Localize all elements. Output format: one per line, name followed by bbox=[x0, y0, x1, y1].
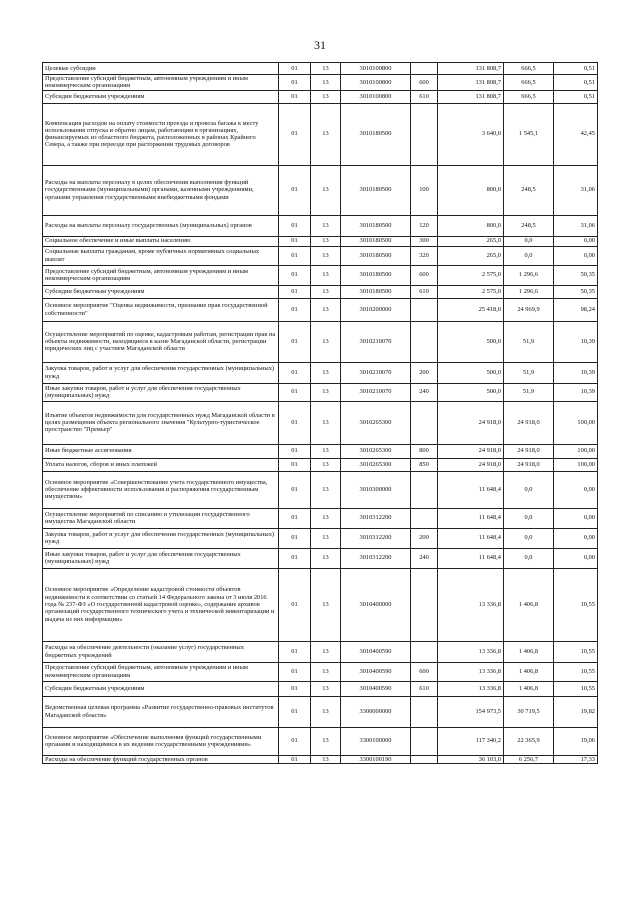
cell-expense-type bbox=[411, 298, 438, 321]
cell-target-article: 3010400590 bbox=[341, 662, 411, 681]
cell-plan: 265,0 bbox=[438, 246, 504, 265]
cell-subsection: 13 bbox=[311, 508, 341, 528]
cell-expense-type bbox=[411, 508, 438, 528]
cell-expense-type: 610 bbox=[411, 285, 438, 298]
table-row bbox=[43, 321, 598, 362]
cell-subsection: 13 bbox=[311, 265, 341, 285]
cell-section: 01 bbox=[279, 165, 311, 215]
cell-subsection: 13 bbox=[311, 696, 341, 727]
cell-target-article: 3010300000 bbox=[341, 471, 411, 508]
cell-target-article: 3010100800 bbox=[341, 63, 411, 75]
cell-expense-type: 600 bbox=[411, 662, 438, 681]
cell-subsection: 13 bbox=[311, 321, 341, 362]
cell-subsection: 13 bbox=[311, 75, 341, 91]
cell-name: Основное мероприятие "Оценка недвижимости, признание прав государственной собственности" bbox=[43, 298, 279, 321]
table-row bbox=[43, 265, 598, 285]
table-row bbox=[43, 458, 598, 471]
cell-name: Осуществление мероприятий по оценке, кадастровым работам, регистрации прав на объекты недвижимости, находящиеся в казне Магаданской области, регистрации юридических лиц с участием Магаданской области bbox=[43, 321, 279, 362]
cell-percent: 98,24 bbox=[554, 298, 598, 321]
cell-expense-type bbox=[411, 641, 438, 662]
cell-target-article: 3010180500 bbox=[341, 103, 411, 165]
cell-plan: 265,0 bbox=[438, 236, 504, 246]
table-row bbox=[43, 90, 598, 103]
cell-target-article: 3010210070 bbox=[341, 383, 411, 401]
cell-expense-type: 200 bbox=[411, 528, 438, 548]
cell-expense-type: 240 bbox=[411, 383, 438, 401]
cell-section: 01 bbox=[279, 641, 311, 662]
cell-name: Предоставление субсидий бюджетным, автономным учреждениям и иным некоммерческим организациям bbox=[43, 662, 279, 681]
cell-fact: 666,5 bbox=[504, 63, 554, 75]
cell-subsection: 13 bbox=[311, 63, 341, 75]
cell-expense-type: 300 bbox=[411, 236, 438, 246]
cell-fact: 24 918,0 bbox=[504, 458, 554, 471]
cell-expense-type: 800 bbox=[411, 444, 438, 458]
cell-expense-type bbox=[411, 103, 438, 165]
cell-target-article: 3300100000 bbox=[341, 727, 411, 755]
cell-plan: 25 418,0 bbox=[438, 298, 504, 321]
cell-subsection: 13 bbox=[311, 755, 341, 763]
cell-subsection: 13 bbox=[311, 548, 341, 568]
cell-subsection: 13 bbox=[311, 298, 341, 321]
cell-section: 01 bbox=[279, 508, 311, 528]
cell-section: 01 bbox=[279, 696, 311, 727]
cell-section: 01 bbox=[279, 681, 311, 696]
cell-target-article: 3010265300 bbox=[341, 401, 411, 444]
cell-fact: 30 719,5 bbox=[504, 696, 554, 727]
cell-subsection: 13 bbox=[311, 90, 341, 103]
cell-name: Осуществление мероприятий по списанию и утилизации государственного имущества Магаданской области bbox=[43, 508, 279, 528]
cell-name: Изъятие объектов недвижимости для государственных нужд Магаданской области в целях размещения объекта регионального значения "Культурно-туристическое пространство "Премьер" bbox=[43, 401, 279, 444]
cell-percent: 10,39 bbox=[554, 362, 598, 383]
cell-expense-type bbox=[411, 471, 438, 508]
cell-fact: 0,0 bbox=[504, 236, 554, 246]
cell-section: 01 bbox=[279, 246, 311, 265]
cell-expense-type: 850 bbox=[411, 458, 438, 471]
table-row bbox=[43, 727, 598, 755]
cell-target-article: 3010265300 bbox=[341, 444, 411, 458]
cell-plan: 131 808,7 bbox=[438, 75, 504, 91]
cell-subsection: 13 bbox=[311, 103, 341, 165]
cell-name: Иные закупки товаров, работ и услуг для обеспечения государственных (муниципальных) нужд bbox=[43, 383, 279, 401]
cell-plan: 13 336,8 bbox=[438, 662, 504, 681]
cell-name: Предоставление субсидий бюджетным, автономным учреждениям и иным некоммерческим организациям bbox=[43, 75, 279, 91]
cell-subsection: 13 bbox=[311, 285, 341, 298]
table-row bbox=[43, 246, 598, 265]
cell-plan: 117 340,2 bbox=[438, 727, 504, 755]
cell-name: Расходы на обеспечение деятельности (оказание услуг) государственных бюджетных учреждений bbox=[43, 641, 279, 662]
cell-plan: 11 648,4 bbox=[438, 471, 504, 508]
cell-subsection: 13 bbox=[311, 662, 341, 681]
cell-plan: 13 336,8 bbox=[438, 568, 504, 641]
cell-percent: 42,45 bbox=[554, 103, 598, 165]
cell-fact: 1 296,6 bbox=[504, 265, 554, 285]
cell-target-article: 3300100190 bbox=[341, 755, 411, 763]
table-row bbox=[43, 165, 598, 215]
table-row bbox=[43, 755, 598, 763]
cell-target-article: 3010100800 bbox=[341, 75, 411, 91]
cell-percent: 0,00 bbox=[554, 528, 598, 548]
cell-section: 01 bbox=[279, 63, 311, 75]
cell-name: Социальные выплаты гражданам, кроме публичных нормативных социальных выплат bbox=[43, 246, 279, 265]
cell-section: 01 bbox=[279, 548, 311, 568]
cell-section: 01 bbox=[279, 103, 311, 165]
cell-target-article: 3010400590 bbox=[341, 641, 411, 662]
table-row bbox=[43, 568, 598, 641]
table-row bbox=[43, 63, 598, 75]
cell-expense-type: 120 bbox=[411, 215, 438, 236]
cell-expense-type: 610 bbox=[411, 681, 438, 696]
cell-subsection: 13 bbox=[311, 236, 341, 246]
cell-plan: 24 918,0 bbox=[438, 401, 504, 444]
cell-target-article: 3010312200 bbox=[341, 508, 411, 528]
cell-plan: 13 336,8 bbox=[438, 641, 504, 662]
cell-plan: 24 918,0 bbox=[438, 458, 504, 471]
cell-fact: 1 545,1 bbox=[504, 103, 554, 165]
cell-subsection: 13 bbox=[311, 471, 341, 508]
cell-expense-type bbox=[411, 755, 438, 763]
cell-plan: 24 918,0 bbox=[438, 444, 504, 458]
cell-section: 01 bbox=[279, 755, 311, 763]
cell-section: 01 bbox=[279, 401, 311, 444]
cell-name: Основное мероприятие «Совершенствование учета государственного имущества, обеспечение эффективности использования и распоряжения государственным имуществом» bbox=[43, 471, 279, 508]
cell-plan: 11 648,4 bbox=[438, 508, 504, 528]
table-row bbox=[43, 444, 598, 458]
cell-fact: 51,9 bbox=[504, 362, 554, 383]
cell-subsection: 13 bbox=[311, 681, 341, 696]
table-row bbox=[43, 298, 598, 321]
cell-fact: 22 365,9 bbox=[504, 727, 554, 755]
cell-expense-type: 600 bbox=[411, 75, 438, 91]
cell-name: Расходы на выплаты персоналу в целях обеспечения выполнения функций государственными (муниципальными) органами, казенными учреждениями, органами управления государственными внебюджетными фондами bbox=[43, 165, 279, 215]
cell-plan: 2 575,0 bbox=[438, 265, 504, 285]
cell-target-article: 3010400000 bbox=[341, 568, 411, 641]
cell-plan: 154 973,5 bbox=[438, 696, 504, 727]
cell-subsection: 13 bbox=[311, 383, 341, 401]
cell-name: Основное мероприятие «Обеспечение выполнения функций государственными органами и находящимися в их ведении государственными учреждениями» bbox=[43, 727, 279, 755]
cell-percent: 31,06 bbox=[554, 215, 598, 236]
cell-target-article: 3010100800 bbox=[341, 90, 411, 103]
cell-name: Ведомственная целевая программа «Развитие государственно-правовых институтов Магаданской области» bbox=[43, 696, 279, 727]
cell-target-article: 3010200000 bbox=[341, 298, 411, 321]
cell-section: 01 bbox=[279, 727, 311, 755]
page-number: 31 bbox=[314, 38, 326, 52]
cell-subsection: 13 bbox=[311, 444, 341, 458]
cell-percent: 19,82 bbox=[554, 696, 598, 727]
cell-fact: 0,0 bbox=[504, 528, 554, 548]
cell-subsection: 13 bbox=[311, 568, 341, 641]
cell-fact: 1 406,8 bbox=[504, 641, 554, 662]
cell-fact: 24 918,0 bbox=[504, 444, 554, 458]
table-row bbox=[43, 103, 598, 165]
cell-name: Целевые субсидии bbox=[43, 63, 279, 75]
cell-subsection: 13 bbox=[311, 401, 341, 444]
cell-target-article: 3010180500 bbox=[341, 265, 411, 285]
table-row bbox=[43, 471, 598, 508]
table-row bbox=[43, 75, 598, 91]
cell-expense-type bbox=[411, 321, 438, 362]
cell-plan: 3 640,0 bbox=[438, 103, 504, 165]
cell-section: 01 bbox=[279, 285, 311, 298]
table-row bbox=[43, 548, 598, 568]
cell-fact: 51,9 bbox=[504, 321, 554, 362]
cell-fact: 1 406,8 bbox=[504, 568, 554, 641]
cell-expense-type: 240 bbox=[411, 548, 438, 568]
cell-percent: 10,39 bbox=[554, 383, 598, 401]
cell-percent: 17,33 bbox=[554, 755, 598, 763]
cell-plan: 500,0 bbox=[438, 321, 504, 362]
cell-expense-type bbox=[411, 568, 438, 641]
cell-percent: 10,55 bbox=[554, 641, 598, 662]
table-row bbox=[43, 236, 598, 246]
cell-subsection: 13 bbox=[311, 215, 341, 236]
cell-target-article: 3010180500 bbox=[341, 246, 411, 265]
cell-plan: 2 575,0 bbox=[438, 285, 504, 298]
cell-plan: 131 808,7 bbox=[438, 63, 504, 75]
cell-section: 01 bbox=[279, 362, 311, 383]
cell-name: Закупка товаров, работ и услуг для обеспечения государственных (муниципальных) нужд bbox=[43, 362, 279, 383]
cell-section: 01 bbox=[279, 458, 311, 471]
cell-subsection: 13 bbox=[311, 165, 341, 215]
cell-plan: 11 648,4 bbox=[438, 528, 504, 548]
cell-expense-type: 320 bbox=[411, 246, 438, 265]
table-row bbox=[43, 508, 598, 528]
cell-expense-type: 600 bbox=[411, 265, 438, 285]
cell-expense-type bbox=[411, 696, 438, 727]
cell-target-article: 3010180500 bbox=[341, 215, 411, 236]
cell-subsection: 13 bbox=[311, 246, 341, 265]
cell-section: 01 bbox=[279, 383, 311, 401]
cell-expense-type bbox=[411, 401, 438, 444]
cell-percent: 0,00 bbox=[554, 548, 598, 568]
cell-percent: 10,39 bbox=[554, 321, 598, 362]
cell-percent: 0,51 bbox=[554, 63, 598, 75]
cell-percent: 50,35 bbox=[554, 285, 598, 298]
cell-fact: 666,5 bbox=[504, 75, 554, 91]
cell-name: Иные закупки товаров, работ и услуг для обеспечения государственных (муниципальных) нужд bbox=[43, 548, 279, 568]
cell-name: Компенсация расходов на оплату стоимости проезда и провоза багажа к месту использования отпуска и обратно лицам, работающим в организациях, финансируемых из областного бюджета, расположенных в районах Крайнего Севера, а также при переезде при расторжении трудовых договоров bbox=[43, 103, 279, 165]
cell-fact: 666,5 bbox=[504, 90, 554, 103]
table-row bbox=[43, 641, 598, 662]
cell-percent: 100,00 bbox=[554, 444, 598, 458]
cell-percent: 19,06 bbox=[554, 727, 598, 755]
cell-name: Иные бюджетные ассигнования bbox=[43, 444, 279, 458]
cell-expense-type: 610 bbox=[411, 90, 438, 103]
cell-fact: 24 969,9 bbox=[504, 298, 554, 321]
cell-fact: 0,0 bbox=[504, 246, 554, 265]
cell-fact: 24 918,0 bbox=[504, 401, 554, 444]
cell-target-article: 3010210070 bbox=[341, 321, 411, 362]
cell-percent: 100,00 bbox=[554, 401, 598, 444]
cell-name: Предоставление субсидий бюджетным, автономным учреждениям и иным некоммерческим организациям bbox=[43, 265, 279, 285]
cell-plan: 800,0 bbox=[438, 165, 504, 215]
cell-target-article: 3010180500 bbox=[341, 285, 411, 298]
cell-percent: 0,00 bbox=[554, 508, 598, 528]
table-row bbox=[43, 401, 598, 444]
cell-fact: 51,9 bbox=[504, 383, 554, 401]
cell-section: 01 bbox=[279, 321, 311, 362]
cell-plan: 13 336,8 bbox=[438, 681, 504, 696]
cell-target-article: 3010180500 bbox=[341, 165, 411, 215]
cell-target-article: 3010400590 bbox=[341, 681, 411, 696]
cell-name: Субсидии бюджетным учреждениям bbox=[43, 681, 279, 696]
cell-subsection: 13 bbox=[311, 528, 341, 548]
cell-plan: 500,0 bbox=[438, 362, 504, 383]
cell-expense-type: 100 bbox=[411, 165, 438, 215]
cell-target-article: 3010180500 bbox=[341, 236, 411, 246]
cell-section: 01 bbox=[279, 75, 311, 91]
table-row bbox=[43, 215, 598, 236]
cell-section: 01 bbox=[279, 236, 311, 246]
cell-target-article: 3010210070 bbox=[341, 362, 411, 383]
cell-expense-type: 200 bbox=[411, 362, 438, 383]
cell-percent: 50,35 bbox=[554, 265, 598, 285]
cell-name: Уплата налогов, сборов и иных платежей bbox=[43, 458, 279, 471]
table-row bbox=[43, 528, 598, 548]
cell-plan: 36 103,0 bbox=[438, 755, 504, 763]
cell-plan: 800,0 bbox=[438, 215, 504, 236]
cell-fact: 0,0 bbox=[504, 508, 554, 528]
cell-percent: 0,00 bbox=[554, 246, 598, 265]
cell-expense-type bbox=[411, 727, 438, 755]
cell-name: Расходы на выплаты персоналу государственных (муниципальных) органов bbox=[43, 215, 279, 236]
table-row bbox=[43, 362, 598, 383]
cell-name: Субсидии бюджетным учреждениям bbox=[43, 285, 279, 298]
cell-section: 01 bbox=[279, 662, 311, 681]
cell-target-article: 3010312200 bbox=[341, 548, 411, 568]
cell-section: 01 bbox=[279, 568, 311, 641]
cell-target-article: 3010312200 bbox=[341, 528, 411, 548]
table-row bbox=[43, 383, 598, 401]
cell-plan: 11 648,4 bbox=[438, 548, 504, 568]
cell-fact: 1 406,8 bbox=[504, 681, 554, 696]
budget-table bbox=[42, 62, 598, 764]
table-row bbox=[43, 696, 598, 727]
cell-section: 01 bbox=[279, 298, 311, 321]
cell-percent: 31,06 bbox=[554, 165, 598, 215]
cell-subsection: 13 bbox=[311, 641, 341, 662]
cell-target-article: 3300000000 bbox=[341, 696, 411, 727]
cell-section: 01 bbox=[279, 471, 311, 508]
cell-percent: 0,51 bbox=[554, 75, 598, 91]
cell-plan: 131 808,7 bbox=[438, 90, 504, 103]
cell-fact: 248,5 bbox=[504, 215, 554, 236]
cell-percent: 10,55 bbox=[554, 681, 598, 696]
table-row bbox=[43, 285, 598, 298]
cell-fact: 1 406,8 bbox=[504, 662, 554, 681]
cell-percent: 100,00 bbox=[554, 458, 598, 471]
cell-fact: 6 256,7 bbox=[504, 755, 554, 763]
cell-fact: 248,5 bbox=[504, 165, 554, 215]
cell-fact: 0,0 bbox=[504, 471, 554, 508]
cell-expense-type bbox=[411, 63, 438, 75]
cell-subsection: 13 bbox=[311, 362, 341, 383]
cell-name: Социальное обеспечение и иные выплаты населению bbox=[43, 236, 279, 246]
cell-name: Основное мероприятие «Определение кадастровой стоимости объектов недвижимости в соответствии со статьей 14 Федерального закона от 3 июля 2016 года № 237-ФЗ «О государственной кадастровой оценке», содержание архивов организаций государственного технического учета и технической инвентаризации и выдача из них информации» bbox=[43, 568, 279, 641]
table-row bbox=[43, 681, 598, 696]
cell-section: 01 bbox=[279, 528, 311, 548]
cell-section: 01 bbox=[279, 90, 311, 103]
cell-name: Субсидии бюджетным учреждениям bbox=[43, 90, 279, 103]
cell-percent: 0,00 bbox=[554, 236, 598, 246]
table-row bbox=[43, 662, 598, 681]
cell-percent: 10,55 bbox=[554, 568, 598, 641]
cell-percent: 0,00 bbox=[554, 471, 598, 508]
cell-plan: 500,0 bbox=[438, 383, 504, 401]
cell-name: Расходы на обеспечение функций государственных органов bbox=[43, 755, 279, 763]
cell-section: 01 bbox=[279, 215, 311, 236]
cell-subsection: 13 bbox=[311, 727, 341, 755]
cell-target-article: 3010265300 bbox=[341, 458, 411, 471]
cell-percent: 0,51 bbox=[554, 90, 598, 103]
cell-subsection: 13 bbox=[311, 458, 341, 471]
cell-percent: 10,55 bbox=[554, 662, 598, 681]
cell-name: Закупка товаров, работ и услуг для обеспечения государственных (муниципальных) нужд bbox=[43, 528, 279, 548]
cell-fact: 0,0 bbox=[504, 548, 554, 568]
cell-section: 01 bbox=[279, 265, 311, 285]
cell-section: 01 bbox=[279, 444, 311, 458]
cell-fact: 1 296,6 bbox=[504, 285, 554, 298]
